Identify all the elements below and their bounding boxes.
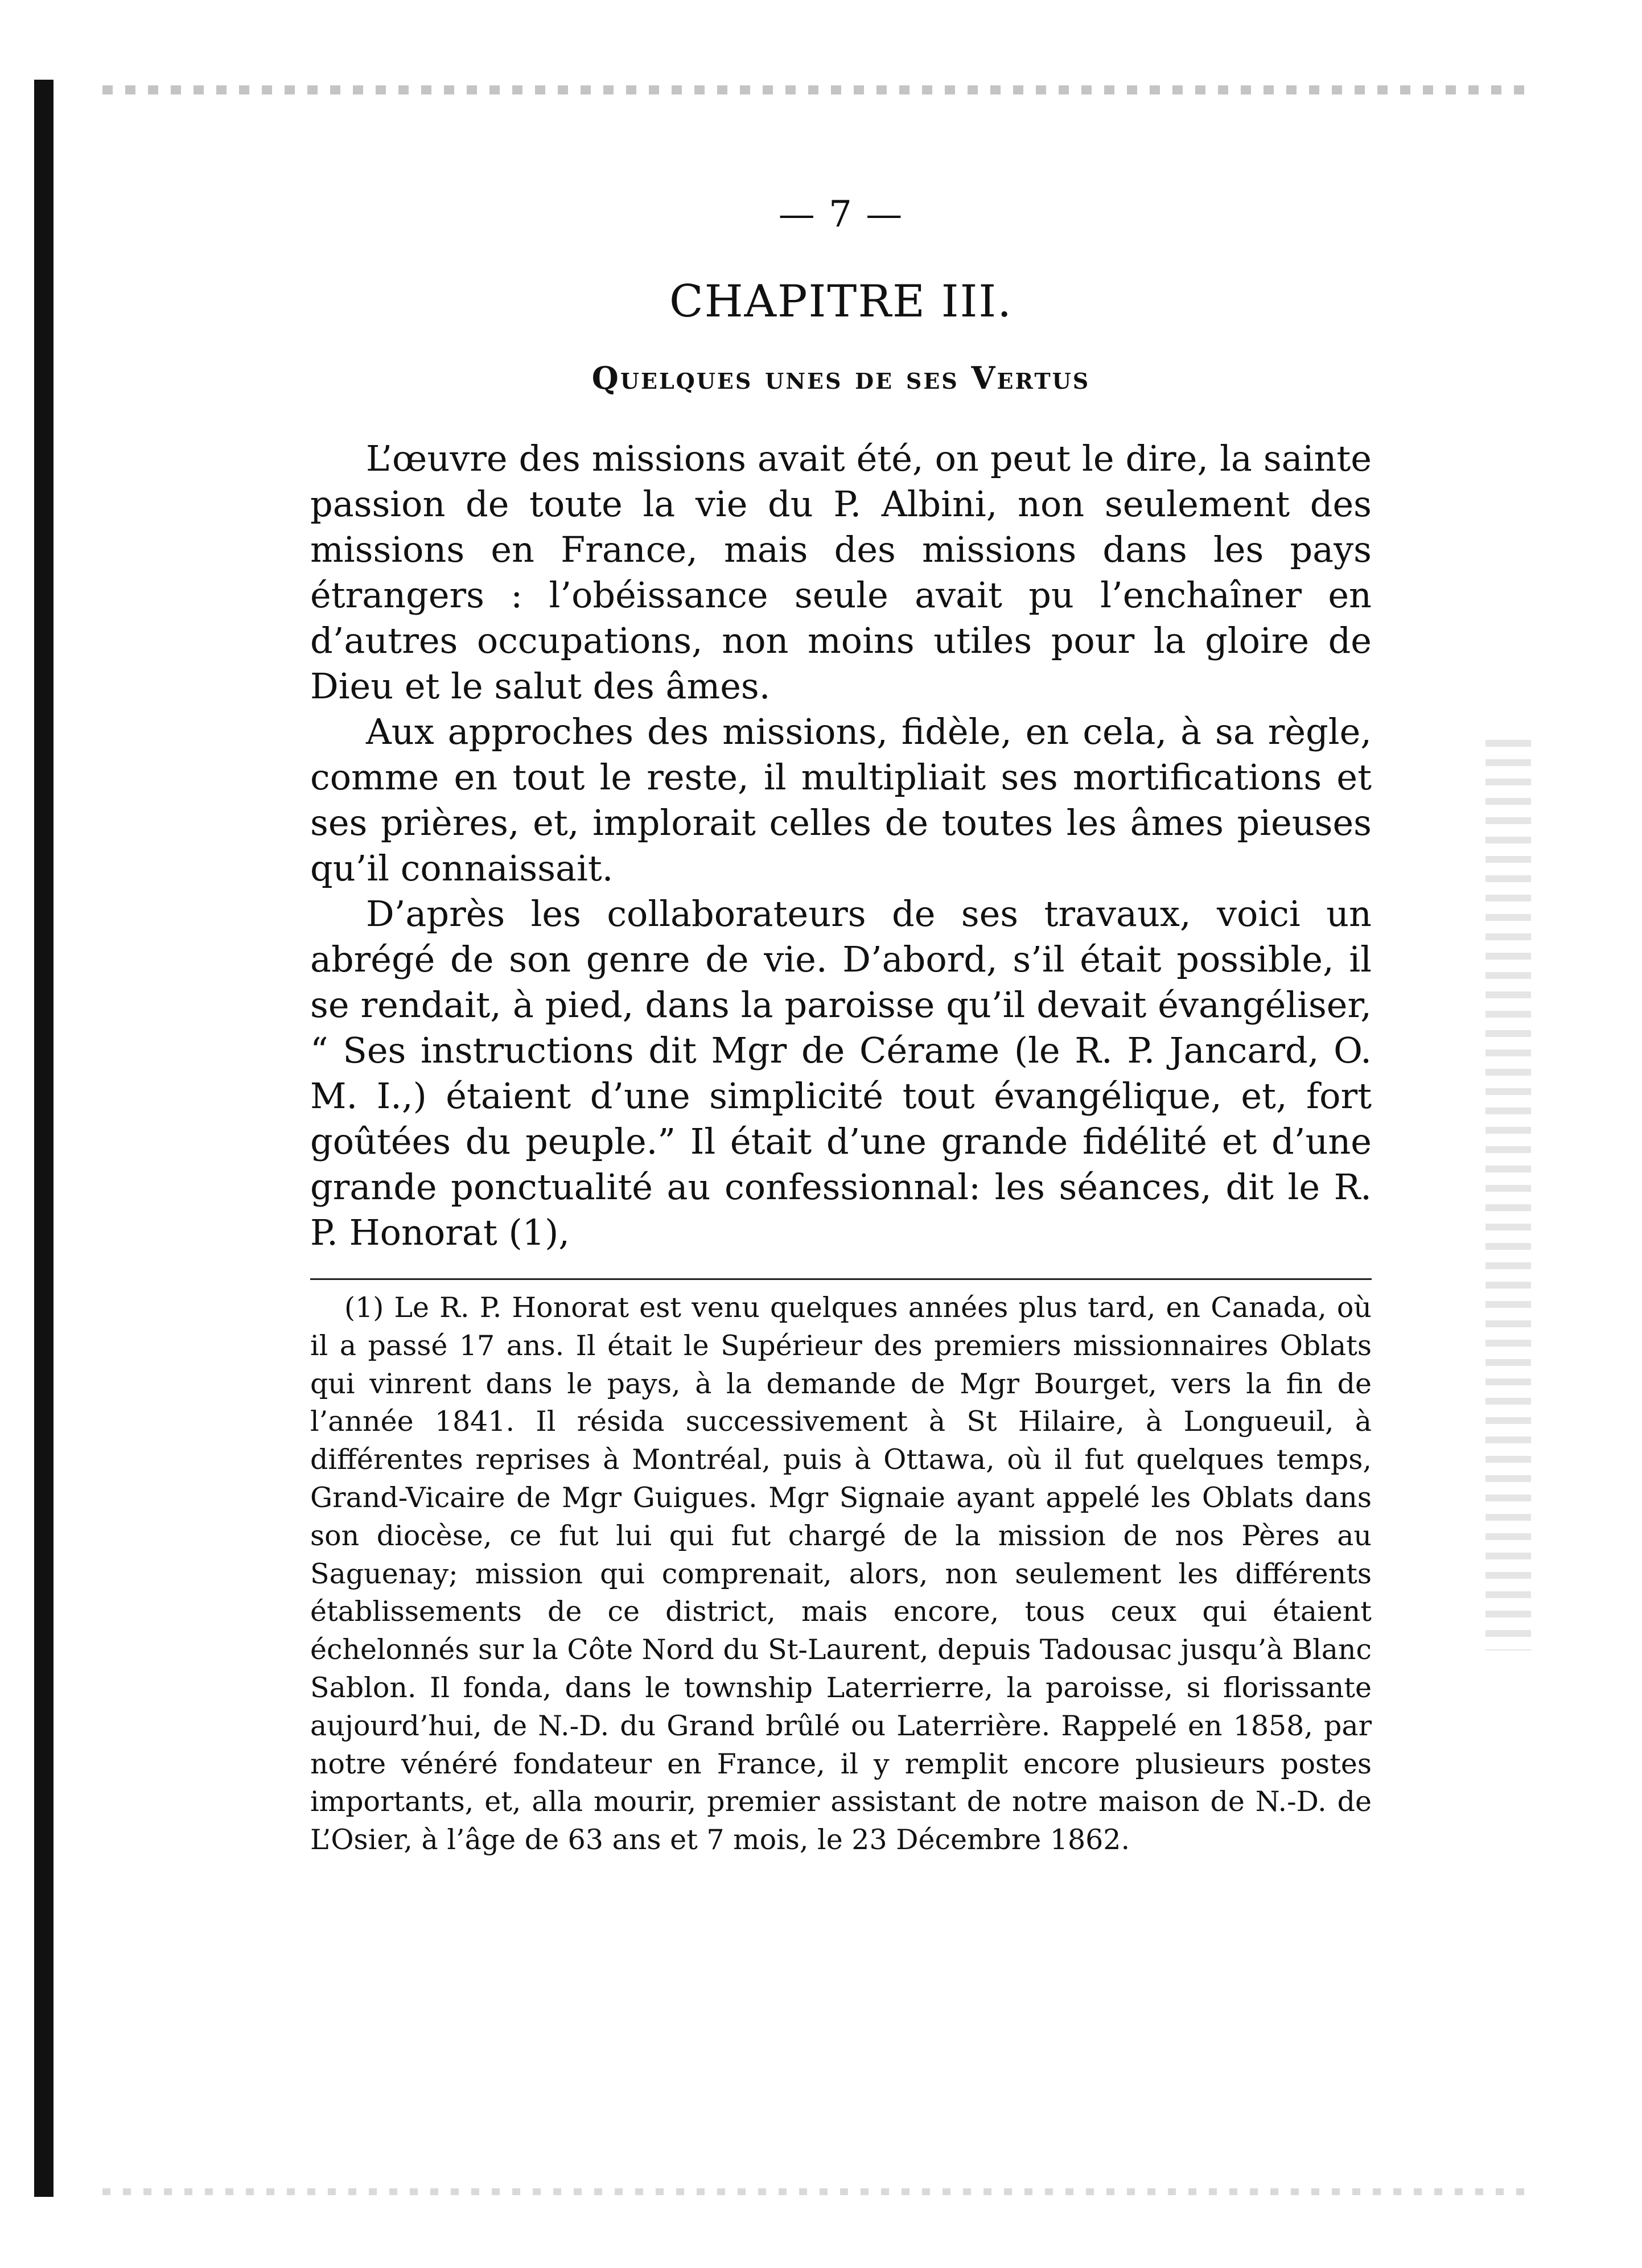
paragraph-1: L’œuvre des missions avait été, on peut le dire, la sainte passion de toute la vie du P. Albini, non seulement des missions en France, mais des missions dans les pays étrangers : l’obéissance seule avait pu l’enchaîner en d’autres occupations, non moins utiles pour la gloire de Dieu et le salut des âmes. xyxy=(310,438,1372,707)
scan-right-edge xyxy=(1485,740,1531,1650)
chapter-title: CHAPITRE III. xyxy=(669,276,1013,327)
section-title: Quelques unes de ses Vertus xyxy=(591,360,1090,396)
paragraph-2: Aux approches des missions, fidèle, en cela, à sa règle, comme en tout le reste, il multipliait ses mortifications et ses prières, et, implorait celles de toutes les âmes pieuses qu’il connaissait. xyxy=(310,711,1372,889)
paragraph-3: D’après les collaborateurs de ses travaux, voici un abrégé de son genre de vie. D’abord, s’il était possible, il se rendait, à pied, dans la paroisse qu’il devait évangéliser, “ Ses instructions dit Mgr de Cérame (le R. P. Jancard, O. M. I.,) étaient d’une simplicité tout évangélique, et, fort goûtées du peuple.” Il était d’une grande fidélité et d’une grande ponctualité au confessionnal: les séances, dit le R. P. Honorat (1), xyxy=(310,893,1372,1253)
document-page xyxy=(310,196,1372,1859)
footnote-divider xyxy=(310,1278,1372,1280)
page-number: — 7 — xyxy=(778,194,904,236)
scan-top-edge xyxy=(102,85,1537,94)
footnote-1: (1) Le R. P. Honorat est venu quelques années plus tard, en Canada, où il a passé 17 ans. Il était le Supérieur des premiers missionnaires Oblats qui vinrent dans le pays, à la demande de Mgr Bourget, vers la fin de l’année 1841. Il résida successivement à St Hilaire, à Longueuil, à différentes reprises à Montréal, puis à Ottawa, où il fut quelques temps, Grand-Vicaire de Mgr Guigues. Mgr Signaie ayant appelé les Oblats dans son diocèse, ce fut lui qui fut chargé de la mission de nos Pères au Saguenay; mission qui comprenait, alors, non seulement les différents établissements de ce district, mais encore, tous ceux qui étaient échelonnés sur la Côte Nord du St-Laurent, depuis Tadousac jusqu’à Blanc Sablon. Il fonda, dans le township Laterrierre, la paroisse, si florissante aujourd’hui, de N.-D. du Grand brûlé ou Laterrière. Rappelé en 1858, par notre vénéré fondateur en France, il y remplit encore plusieurs postes importants, et, alla mourir, premier assistant de notre maison de N.-D. de L’Osier, à l’âge de 63 ans et 7 mois, le 23 Décembre 1862. xyxy=(310,1291,1372,1857)
scan-left-edge xyxy=(34,80,54,2197)
scan-bottom-edge xyxy=(102,2188,1537,2195)
